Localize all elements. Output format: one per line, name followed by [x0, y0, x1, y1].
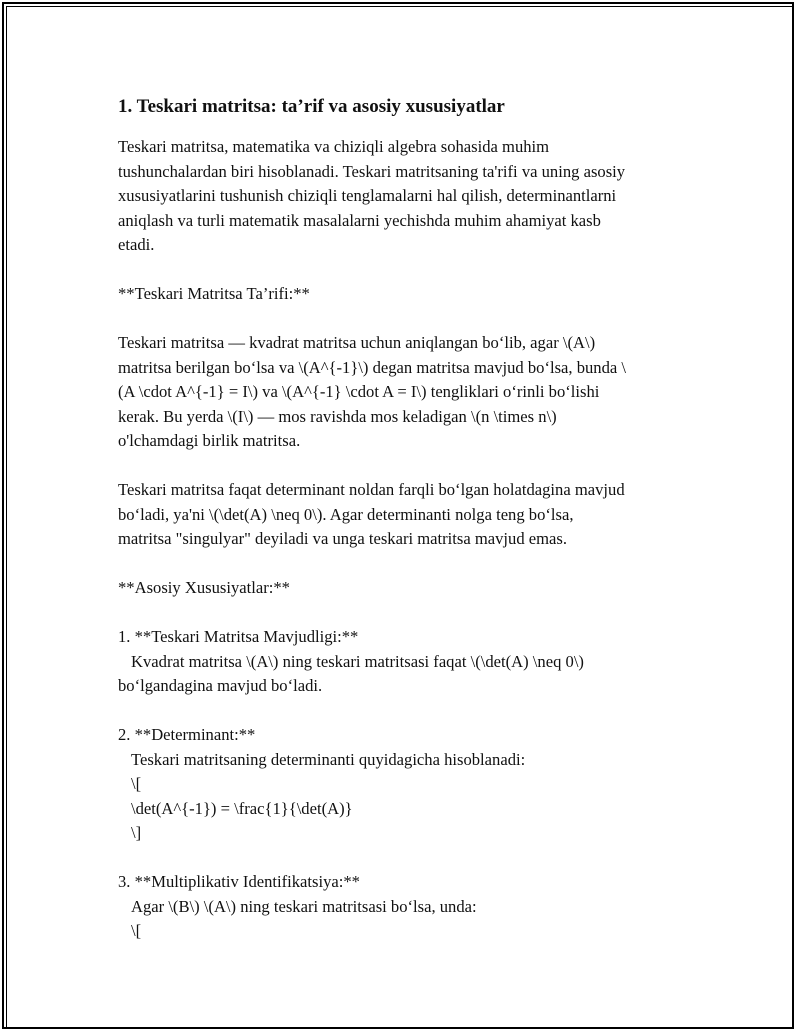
math-open: \[ — [131, 774, 142, 793]
definition-paragraph — [118, 331, 693, 454]
property-heading: 1. **Teskari Matritsa Mavjudligi:** — [118, 627, 359, 646]
existence-line: matritsa "singulyar" deyiladi va unga teskari matritsa mavjud emas. — [118, 529, 568, 548]
document-body — [118, 95, 693, 968]
existence-line: Teskari matritsa faqat determinant noldan farqli bo‘lgan holatdagina mavjud — [118, 480, 625, 499]
definition-line: matritsa berilgan bo‘lsa va \(A^{-1}\) degan matritsa mavjud bo‘lsa, bunda \ — [118, 357, 627, 377]
definition-line: (A \cdot A^{-1} = I\) va \(A^{-1} \cdot A = I\) tengliklari o‘rinli bo‘lishi — [118, 382, 600, 401]
intro-line: Teskari matritsa, matematika va chiziqli algebra sohasida muhim — [118, 137, 550, 156]
math-open: \[ — [131, 921, 142, 940]
definition-line: o'lchamdagi birlik matritsa. — [118, 431, 301, 450]
property-heading: 2. **Determinant:** — [118, 725, 256, 744]
property-item-2 — [118, 723, 693, 846]
property-item-1 — [118, 625, 693, 699]
intro-line: aniqlash va turli matematik masalalarni yechishda muhim ahamiyat kasb — [118, 210, 601, 230]
property-line: Teskari matritsaning determinanti quyidagicha hisoblanadi: — [131, 749, 526, 769]
property-line: Agar \(B\) \(A\) ning teskari matritsasi bo‘lsa, unda: — [131, 896, 477, 916]
intro-line: xususiyatlarini tushunish chiziqli tenglamalarni hal qilish, determinantlarni — [118, 186, 617, 205]
math-close: \] — [131, 823, 142, 842]
property-line: Kvadrat matritsa \(A\) ning teskari matritsasi faqat \(\det(A) \neq 0\) — [131, 651, 584, 671]
definition-heading-text: **Teskari Matritsa Ta’rifi:** — [118, 284, 310, 303]
definition-line: Teskari matritsa — kvadrat matritsa uchun aniqlangan bo‘lib, agar \(A\) — [118, 333, 596, 352]
math-formula: \det(A^{-1}) = \frac{1}{\det(A)} — [131, 798, 353, 818]
intro-paragraph — [118, 135, 693, 258]
definition-line: kerak. Bu yerda \(I\) — mos ravishda mos keladigan \(n \times n\) — [118, 406, 557, 426]
intro-line: tushunchalardan biri hisoblanadi. Teskari matritsaning ta'rifi va uning asosiy — [118, 161, 626, 181]
property-item-3 — [118, 870, 693, 944]
property-heading: 3. **Multiplikativ Identifikatsiya:** — [118, 872, 360, 891]
properties-heading — [118, 576, 693, 601]
document-title: 1. Teskari matritsa: ta’rif va asosiy xususiyatlar — [118, 96, 505, 117]
existence-paragraph — [118, 478, 693, 552]
definition-heading — [118, 282, 693, 307]
property-continuation: bo‘lgandagina mavjud bo‘ladi. — [118, 676, 323, 695]
intro-line: etadi. — [118, 235, 155, 254]
existence-line: bo‘ladi, ya'ni \(\det(A) \neq 0\). Agar determinanti nolga teng bo‘lsa, — [118, 504, 574, 524]
properties-heading-text: **Asosiy Xususiyatlar:** — [118, 578, 290, 597]
